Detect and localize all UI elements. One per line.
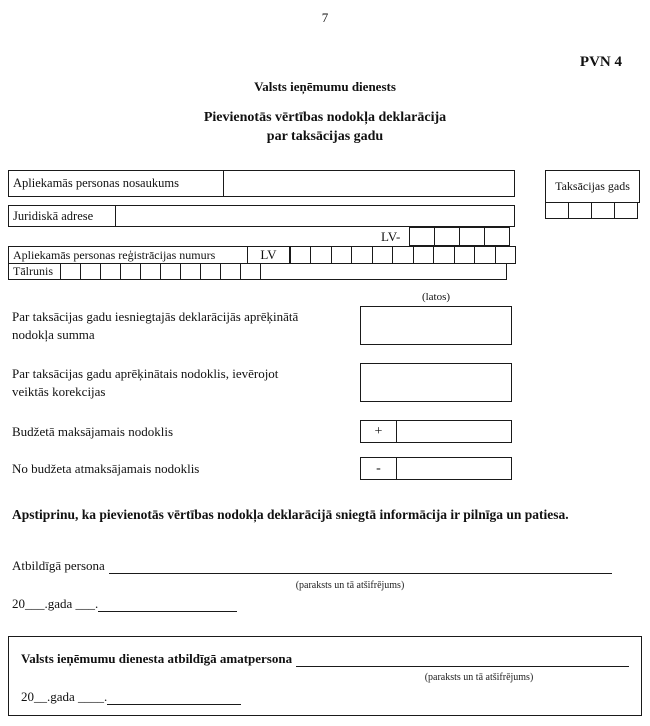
form-title: Pievienotās vērtības nodokļa deklarācija [203, 110, 447, 125]
responsible-person-label: Atbildīgā persona [12, 558, 105, 573]
phone-digit-cell[interactable] [100, 263, 121, 280]
amount-row3-input[interactable] [396, 420, 512, 443]
registration-digit-cell[interactable] [413, 246, 434, 264]
tax-year-digit-cell[interactable] [568, 202, 592, 219]
tax-year-digit-cell[interactable] [545, 202, 569, 219]
phone-row [8, 263, 507, 280]
registration-digit-cell[interactable] [351, 246, 372, 264]
page-number: 7 [321, 10, 329, 25]
department-name: Valsts ieņēmumu dienests [254, 79, 396, 94]
plus-sign-cell: + [360, 420, 397, 443]
currency-note: (latos) [421, 291, 451, 303]
date-fill-area[interactable] [98, 597, 237, 612]
date-line-text: 20___.gada ___. [12, 596, 99, 611]
date-line [12, 596, 237, 612]
address-label: Juridiskā adrese [8, 205, 116, 227]
amount-row4-boxes [360, 457, 512, 480]
official-section-box [8, 636, 642, 716]
registration-row [8, 246, 516, 264]
amount-row4-input[interactable] [396, 457, 512, 480]
phone-digit-cell[interactable] [220, 263, 241, 280]
official-date-line [21, 689, 241, 705]
phone-digit-cell[interactable] [140, 263, 161, 280]
phone-label: Tālrunis [8, 263, 61, 280]
postal-digit-cell[interactable] [434, 227, 460, 246]
address-row [8, 205, 515, 227]
name-row [8, 170, 515, 197]
amount-row3-label: Budžetā maksājamais nodoklis [12, 424, 174, 439]
amount-row2-label: Par taksācijas gadu aprēķinātais nodoklis, ievērojot veiktās korekcijas [12, 366, 279, 399]
amount-row1-label: Par taksācijas gadu iesniegtajās deklarācijās aprēķinātā nodokļa summa [12, 309, 299, 342]
registration-label: Apliekamās personas reģistrācijas numurs [8, 246, 248, 264]
form-code: PVN 4 [579, 54, 622, 70]
name-input[interactable] [223, 170, 515, 197]
form-subtitle: par taksācijas gadu [266, 129, 384, 144]
registration-digit-cell[interactable] [331, 246, 352, 264]
responsible-person-signature-area[interactable] [109, 559, 612, 574]
postal-digit-cell[interactable] [459, 227, 485, 246]
registration-digit-cell[interactable] [495, 246, 516, 264]
phone-digit-cell[interactable] [180, 263, 201, 280]
official-signature-area[interactable] [296, 652, 629, 667]
name-label: Apliekamās personas nosaukums [8, 170, 224, 197]
registration-digit-cell[interactable] [290, 246, 311, 264]
amount-row1-input[interactable] [360, 306, 512, 345]
tax-year-cells [545, 202, 638, 219]
phone-digit-cell[interactable] [80, 263, 101, 280]
phone-digit-cell[interactable] [160, 263, 181, 280]
registration-digit-cell[interactable] [454, 246, 475, 264]
phone-digit-cell[interactable] [240, 263, 261, 280]
postal-code-prefix: LV- [381, 229, 401, 244]
amount-row3-boxes [360, 420, 512, 443]
phone-digit-cell[interactable] [60, 263, 81, 280]
official-label: Valsts ieņēmumu dienesta atbildīgā amatpersona [21, 651, 293, 666]
amount-row4-label: No budžeta atmaksājamais nodoklis [12, 461, 200, 476]
address-input[interactable] [115, 205, 515, 227]
postal-digit-cell[interactable] [484, 227, 510, 246]
phone-digit-cell[interactable] [200, 263, 221, 280]
phone-row-filler-cell [260, 263, 507, 280]
official-date-fill-area[interactable] [107, 690, 241, 705]
registration-digit-cell[interactable] [372, 246, 393, 264]
official-date-text: 20__.gada ____. [21, 689, 108, 704]
responsible-person-line [12, 558, 612, 574]
official-line [21, 651, 629, 667]
registration-digit-cells [290, 246, 516, 264]
postal-digit-cell[interactable] [409, 227, 435, 246]
signature-note: (paraksts un tā atšifrējums) [295, 580, 405, 591]
registration-prefix: LV [247, 246, 290, 264]
postal-code-cells [409, 227, 510, 246]
phone-digit-cell[interactable] [120, 263, 141, 280]
registration-digit-cell[interactable] [392, 246, 413, 264]
tax-year-label: Taksācijas gads [545, 170, 640, 203]
declaration-statement: Apstiprinu, ka pievienotās vērtības nodokļa deklarācijā sniegtā informācija ir pilnīga un patiesa. [12, 507, 569, 522]
amount-row2-input[interactable] [360, 363, 512, 402]
registration-digit-cell[interactable] [474, 246, 495, 264]
tax-year-digit-cell[interactable] [614, 202, 638, 219]
registration-digit-cell[interactable] [433, 246, 454, 264]
registration-digit-cell[interactable] [310, 246, 331, 264]
minus-sign-cell: - [360, 457, 397, 480]
official-signature-note: (paraksts un tā atšifrējums) [424, 672, 534, 683]
tax-year-digit-cell[interactable] [591, 202, 615, 219]
